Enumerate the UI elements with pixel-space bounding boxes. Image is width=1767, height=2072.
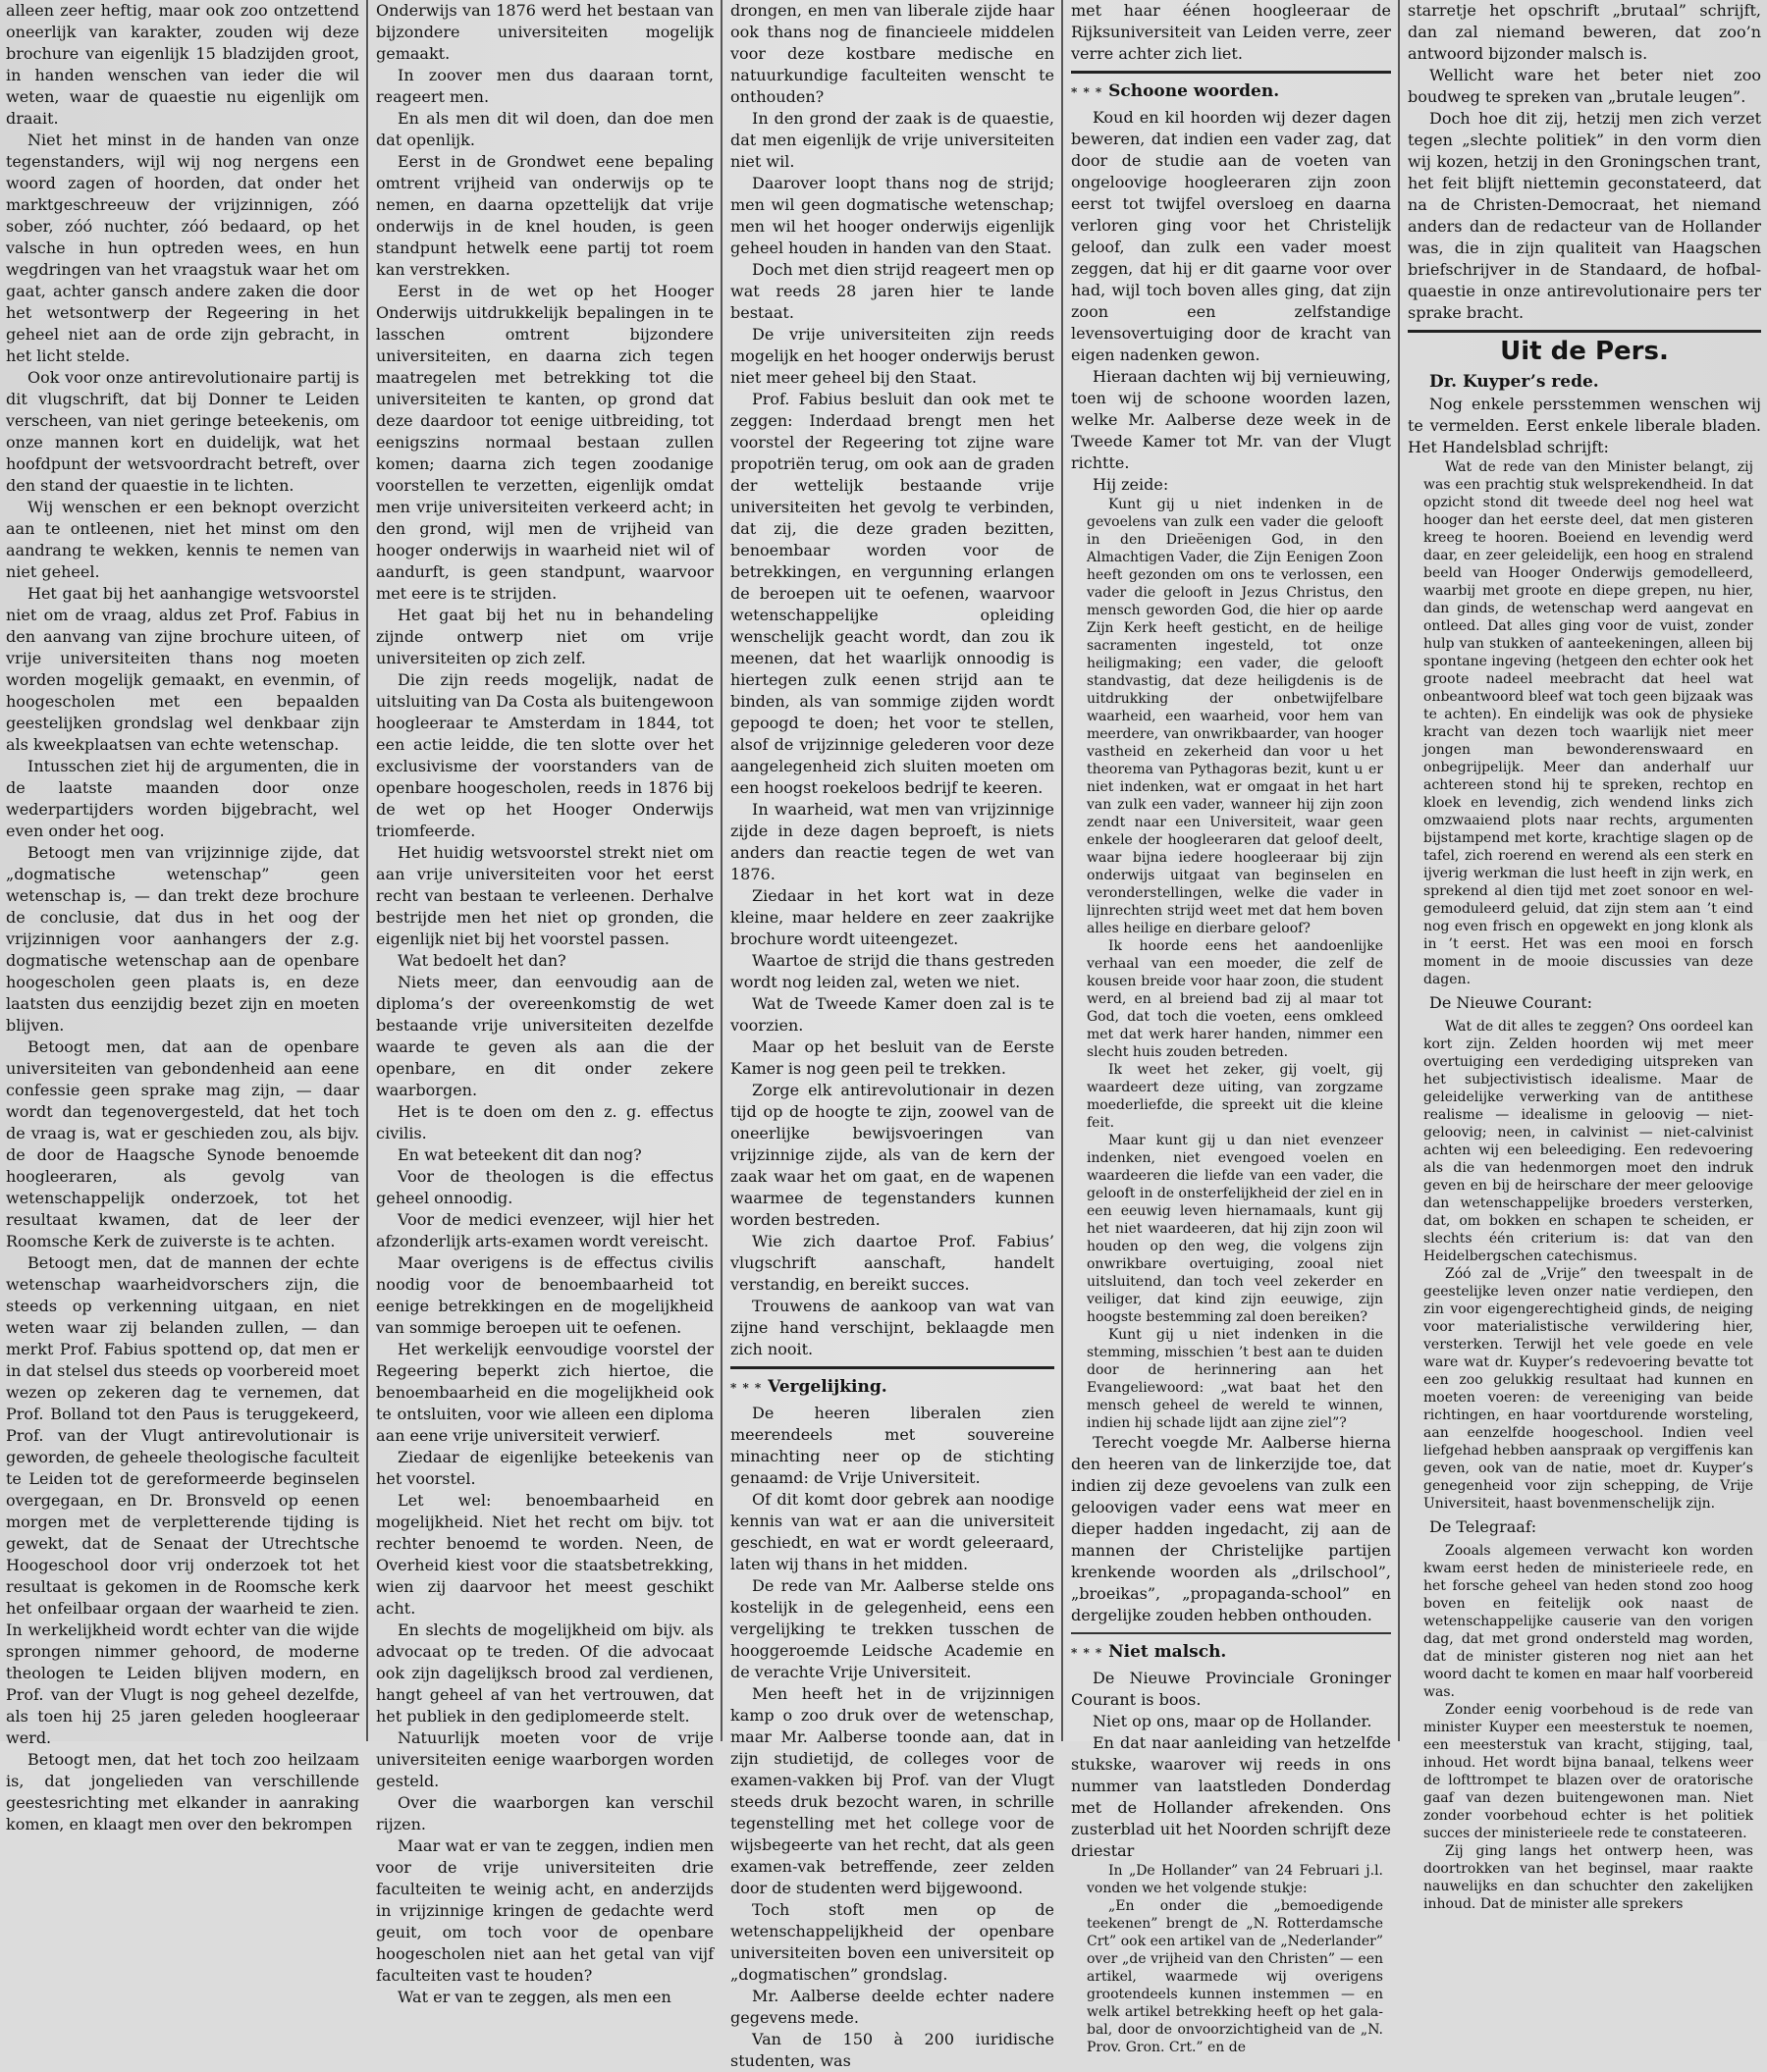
paragraph: Terecht voegde Mr. Aalberse hierna den heeren van de linkerzijde toe, dat indien zij deze gevoelens van zulk een geloovigen vader eens wat meer en dieper hadden ingedacht, zij aan de mannen der Christelijke partijen krenkende woorden als „drilschool”, „broeikas”, „propaganda-school” en dergelijke zouden hebben onthouden. [1071, 1433, 1391, 1624]
paragraph: Wie zich daartoe Prof. Fabius’ vlugschrift aanschaft, handelt verstandig, en bereikt succes. [730, 1232, 1054, 1294]
paragraph: Ik hoorde eens het aandoenlijke verhaal van een moeder, die zelf de kousen breide voor haar zoon, die student werd, en al breiend bad zij al maar tot God, dat toch die voeten, eens omkleed met dat werk harer handen, nimmer een slecht huis zouden betreden. [1087, 938, 1383, 1060]
column-4 [1065, 0, 1397, 2055]
paragraph: En slechts de mogelijkheid om bijv. als advocaat op te treden. Of die advocaat ook zijn dagelijksch brood zal verdienen, hangt geheel af van het vertrouwen, dat het publiek in den gediplomeerde stelt. [376, 1620, 714, 1726]
paragraph: Maar wat er van te zeggen, indien men voor de vrije universiteiten drie faculteiten te weinig acht, en anderzijds in vrijzinnige kringen de gedachte werd geuit, om toch voor de openbare hoogescholen niet aan het getal van vijf faculteiten vast te houden? [376, 1836, 714, 1985]
paragraph: Van de 150 à 200 iuridische studenten, was [730, 2030, 1054, 2070]
heading-uit-de-pers: Uit de Pers. [1500, 337, 1669, 366]
column-3 [724, 0, 1060, 2070]
paragraph: Wellicht ware het beter niet zoo boudweg te spreken van „brutale leugen”. [1408, 66, 1761, 106]
heading-schoone-woorden: Schoone woorden. [1108, 81, 1280, 101]
column-2-text [376, 0, 714, 2008]
paragraph: Onderwijs van 1876 werd het bestaan van bijzondere universiteiten mogelijk gemaakt. [376, 1, 714, 63]
paragraph: Waartoe de strijd die thans gestreden wordt nog leiden zal, weten we niet. [730, 951, 1054, 991]
paragraph: Het gaat bij het nu in behandeling zijnde ontwerp niet om vrije universiteiten op zich zelf. [376, 606, 714, 667]
paragraph: „En onder die „bemoedigende teekenen” brengt de „N. Rotterdamsche Crt” ook een artikel van de „Nederlander” over „de vrijheid van den Christen” — een artikel, waarmede wij overigens grootendeels kunnen instemmen — en welk artikel betrekking heeft op het gala-bal, door de onvoorzichtigheid van de „N. Prov. Gron. Crt.” en de [1087, 1898, 1383, 2055]
paragraph: starretje het opschrift „brutaal” schrijft, dan zal niemand beweren, dat zoo’n antwoord bijzonder malsch is. [1408, 1, 1761, 63]
stars-ornament: * * * [1071, 85, 1103, 99]
column-2 [370, 0, 720, 2006]
paragraph: De heeren liberalen zien meerendeels met souvereine minachting neer op de stichting genaamd: de Vrije Universiteit. [730, 1404, 1054, 1487]
section-divider [1408, 330, 1761, 333]
paragraph: Nog enkele persstemmen wenschen wij te vermelden. Eerst enkele liberale bladen. Het Handelsblad schrijft: [1408, 395, 1761, 456]
paragraph: De rede van Mr. Aalberse stelde ons kostelijk in de gelegenheid, eens een vergelijking te trekken tusschen de hooggeroemde Leidsche Academie en de verachte Vrije Universiteit. [730, 1576, 1054, 1681]
paragraph: Zooals algemeen verwacht kon worden kwam eerst heden de ministerieele rede, en het forsche geheel van heden stond zoo hoog boven en feitelijk ook naast de wetenschappelijke causerie van den vorigen dag, dat met grond ondersteld mag worden, dat de minister gisteren nog niet aan het woord dacht te komen en maar half voorbereid was. [1423, 1543, 1753, 1700]
column-5 [1402, 0, 1767, 1912]
paragraph: Over die waarborgen kan verschil rijzen. [376, 1793, 714, 1833]
paragraph: Ziedaar de eigenlijke beteekenis van het voorstel. [376, 1448, 714, 1488]
paragraph: alleen zeer heftig, maar ook zoo ontzettend oneerlijk van karakter, zouden wij deze brochure van eigenlijk 15 bladzijden groot, in handen wenschen van ieder die wil weten, waar de quaestie nu eigenlijk om draait. [6, 1, 359, 128]
paragraph: Doch met dien strijd reageert men op wat reeds 28 jaren hier te lande bestaat. [730, 260, 1054, 322]
section-divider [730, 1366, 1054, 1369]
source-label: De Telegraaf: [1429, 1517, 1537, 1536]
paragraph: Het is te doen om den z. g. effectus civilis. [376, 1102, 714, 1142]
paragraph: Wat er van te zeggen, als men een [398, 1988, 671, 2006]
paragraph: Zorge elk antirevolutionair in dezen tijd op de hoogte te zijn, zoowel van de oneerlijke bewijsvoeringen van vrijzinnige zijde, als van de kern der zaak waar het om gaat, en de wapenen waarmee de tegenstanders kunnen worden bestreden. [730, 1081, 1054, 1229]
paragraph: Het huidig wetsvoorstel strekt niet om aan vrije universiteiten voor het eerst recht van bestaan te verleenen. Derhalve bestrijde men het niet op gronden, die eigenlijk niet bij het voorstel passen. [376, 843, 714, 948]
column-5-text [1408, 0, 1761, 324]
paragraph: Het gaat bij het aanhangige wetsvoorstel niet om de vraag, aldus zet Prof. Fabius in den aanvang van zijne brochure uiteen, of vrije universiteiten thans nog moeten worden mogelijk gemaakt, en evenmin, of hoogescholen met een bepaalden geestelijken grondslag wel denkbaar zijn als kweekplaatsen van echte wetenschap. [6, 584, 359, 754]
section-pers-intro [1408, 394, 1761, 458]
paragraph: Trouwens de aankoop van wat van zijne hand verschijnt, beklaagde men zich nooit. [730, 1297, 1054, 1358]
paragraph: Het werkelijk eenvoudige voorstel der Regeering beperkt zich hiertoe, die benoembaarheid en die mogelijkheid ook te ontsluiten, voor wie alleen een diploma aan eene vrije universiteit verwierf. [376, 1340, 714, 1445]
paragraph: Intusschen ziet hij de argumenten, die in de laatste maanden door onze wederpartijders worden bijgebracht, wel even onder het oog. [6, 757, 359, 840]
paragraph: Let wel: benoembaarheid en mogelijkheid. Niet het recht om bijv. tot rechter benoemd te worden. Neen, de Overheid kiest voor die staatsbetrekking, wien zij daarvoor het meest geschikt acht. [376, 1491, 714, 1618]
paragraph: Zij ging langs het ontwerp heen, was doortrokken van het beginsel, maar raakte nauwelijks en dan schuchter den zakelijken inhoud. Dat de minister alle sprekers [1423, 1843, 1753, 1912]
quotation-block [1408, 458, 1761, 988]
paragraph: Ziedaar in het kort wat in deze kleine, maar heldere en zeer zaakrijke brochure wordt uiteengezet. [730, 886, 1054, 948]
paragraph: Daarover loopt thans nog de strijd; men wil geen dogmatische wetenschap; men wil het hooger onderwijs eigenlijk geheel houden in handen van den Staat. [730, 174, 1054, 257]
paragraph: En wat beteekent dit dan nog? [398, 1145, 642, 1164]
paragraph: Doch hoe dit zij, hetzij men zich verzet tegen „slechte politiek” in den vorm dien wij kozen, hetzij in den Groningschen trant, het feit blijft niettemin geconstateerd, dat na de Christen-Democraat, het niemand anders dan de redacteur van de Hollander was, die in zijn qualiteit van Haagschen briefschrijver in de Standaard, de hofbal-quaestie in onze antirevolutionaire pers ter sprake bracht. [1408, 109, 1761, 322]
section-vergelijking-text [730, 1403, 1054, 2072]
paragraph: Niet het minst in de handen van onze tegenstanders, wijl wij nog nergens een woord zagen of hoorden, dat onder het marktgeschreeuw der vrijzinnigen, zóó sober, zóó nuchter, zóó bedaard, op het valsche in hun optreden wees, en hun wegdringen van het vraagstuk waar het om gaat, achter gansch andere zaken die door het wetsontwerp der Regeering in het geheel niet aan de orde zijn gebracht, in het licht stelde. [6, 131, 359, 365]
paragraph: Mr. Aalberse deelde echter nadere gegevens mede. [730, 1987, 1054, 2027]
column-1-text [6, 0, 359, 1835]
paragraph: Niet op ons, maar op de Hollander. [1093, 1712, 1372, 1730]
paragraph: Men heeft het in de vrijzinnigen kamp o zoo druk over de wetenschap, maar Mr. Aalberse toonde aan, dat in zijn studietijd, de colleges voor de examen-vakken bij Prof. van der Vlugt steeds druk bezocht waren, in schrille tegenstelling met het college voor de wijsbegeerte van het recht, dat als geen examen-vak betreffende, zeer zelden door de studenten werd bijgewoond. [730, 1684, 1054, 1897]
section-heading [1071, 1642, 1391, 1662]
paragraph: Betoogt men, dat aan de openbare universiteiten van gebondenheid aan eene confessie geen sprake mag zijn, — daar wordt dan tegenovergesteld, dat het toch de vraag is, wat er geschieden zou, als bijv. de door de Haagsche Synode benoemde hoogleeraren, als gevolg van wetenschappelijk onderzoek, tot het resultaat kwamen, dat de leer der Roomsche Kerk de zuiverste is te achten. [6, 1037, 359, 1250]
paragraph: Wat de Tweede Kamer doen zal is te voorzien. [730, 994, 1054, 1035]
quotation-block [1071, 496, 1391, 1432]
stars-ornament: * * * [730, 1381, 763, 1395]
paragraph: De vrije universiteiten zijn reeds mogelijk en het hooger onderwijs berust niet meer geheel bij den Staat. [730, 325, 1054, 387]
section-schoone-woorden-text [1071, 107, 1391, 496]
column-1 [0, 0, 365, 1833]
column-rule [721, 0, 723, 1741]
paragraph: met haar éénen hoogleeraar de Rijksuniversiteit van Leiden verre, zeer verre achter zich liet. [1071, 1, 1391, 63]
stars-ornament: * * * [1071, 1646, 1103, 1660]
paragraph: Ik weet het zeker, gij voelt, gij waardeert deze uiting, van zorgzame moederliefde, die spreekt uit die kleine feit. [1087, 1062, 1383, 1131]
paragraph: Koud en kil hoorden wij dezer dagen beweren, dat indien een vader zag, dat door de studie aan de voeten van ongeloovige hoogleeraren zijn zoon eerst tot twijfel oversloeg en daarna verloren ging voor het Christelijk geloof, dan zulk een vader moest zeggen, dat hij er dit gaarne voor over had, wijl toch boven alles ging, dat zijn zoon een zelfstandige levensovertuiging door de kracht van eigen nadenken gewon. [1071, 108, 1391, 364]
paragraph: drongen, en men van liberale zijde haar ook thans nog de financieele middelen voor deze kostbare medische en natuurkundige faculteiten wenscht te onthouden? [730, 1, 1054, 106]
column-rule [1061, 0, 1063, 1741]
paragraph: Wat bedoelt het dan? [398, 951, 566, 970]
section-schoone-woorden-after [1071, 1432, 1391, 1626]
paragraph: Voor de theologen is die effectus geheel onnoodig. [376, 1167, 714, 1207]
paragraph: Niets meer, dan eenvoudig aan de diploma’s der overeenkomstig de wet bestaande vrije universiteiten dezelfde waarde te geven als aan die der openbare, en dit onder zekere waarborgen. [376, 973, 714, 1099]
paragraph: In den grond der zaak is de quaestie, dat men eigenlijk de vrije universiteiten niet wil. [730, 109, 1054, 171]
column-rule [366, 0, 368, 1741]
paragraph: In „De Hollander” van 24 Februari j.l. vonden we het volgende stukje: [1087, 1863, 1383, 1896]
section-heading [730, 1377, 1054, 1397]
section-niet-malsch-text [1071, 1668, 1391, 1862]
paragraph: Die zijn reeds mogelijk, nadat de uitsluiting van Da Costa als buitengewoon hoogleeraar te Amsterdam in 1844, tot een actie leidde, die ten slotte over het exclusivisme der voorstanders van de openbare hoogescholen, reeds in 1876 bij de wet op het Hooger Onderwijs triomfeerde. [376, 670, 714, 840]
paragraph: Kunt gij u niet indenken in die stemming, misschien ’t best aan te duiden door de herinnering aan het Evangeliewoord: „wat baat het den mensch geheel de wereld te winnen, indien hij schade lijdt aan zijne ziel”? [1087, 1327, 1383, 1431]
paragraph: De Nieuwe Provinciale Groninger Courant is boos. [1071, 1669, 1391, 1709]
quotation-block [1071, 1862, 1391, 2056]
paragraph: Wat de rede van den Minister belangt, zij was een prachtig stuk welsprekendheid. In dat opzicht stond dit tweede deel nog heel wat hooger dan het eerste deel, dat men gisteren kreeg te hooren. Boeiend en levendig werd daar, en zeer geleidelijk, een hoog en stralend beeld van Hooger Onderwijs gemodelleerd, waarbij met groote en diepe grepen, nu hier, dan ginds, de wetenschap werd aangevat en ontleed. Dat alles ging voor de vuist, zonder hulp van stukken of aanteekeningen, alleen bij spontane ingeving (hetgeen den echter ook het groote nadeel meebracht dat heel wat onbeantwoord bleef wat toch geen bijzaak was te achten). En eindelijk was ook de physieke kracht van dezen toch waarlijk niet meer jongen man bewonderenswaard en onbegrijpelijk. Meer dan anderhalf uur achtereen stond hij te spreken, rechtop en kloek en levendig, zich wendend links zich omzwaaiend plots naar rechts, argumenten bijstampend met korte, krachtige slagen op de tafel, zich roerend en werend als een sterk en ijverig werkman die lust heeft in zijn werk, en sprekend al dien tijd met zoet sonoor en wel-gemoduleerd geluid, dat zijn stem aan ’t eind nog even frisch en opgewekt en jong klonk als in ’t eerst. Het was een mooi en forsch moment in de mooie discussies van deze dagen. [1423, 459, 1753, 987]
section-heading [1071, 81, 1391, 101]
paragraph: En dat naar aanleiding van hetzelfde stukske, waarover wij reeds in ons nummer van laatstleden Donderdag met de Hollander afrekenden. Ons zusterblad uit het Noorden schrijft deze driestar [1071, 1733, 1391, 1860]
paragraph: En als men dit wil doen, dan doe men dat openlijk. [376, 109, 714, 149]
paragraph: Kunt gij u niet indenken in de gevoelens van zulk een vader die gelooft in den Drieëenigen God, in den Almachtigen Vader, die Zijn Eenigen Zoon heeft gezonden om ons te verlossen, een vader die gelooft in Jezus Christus, den mensch geworden God, die hier op aarde Zijn Kerk heeft gesticht, en de heilige sacramenten ingesteld, tot onze heiligmaking; een vader, die gelooft standvastig, dat deze heiligdenis is de uitdrukking der onbetwijfelbare waarheid, een waarheid, voor hem van meerdere, van onwrikbaarder, van hooger vastheid en zekerheid dan voor u het theorema van Pythagoras bezit, kunt u er niet indenken, wat er omgaat in het hart van zulk een vader, wanneer hij zijn zoon zendt naar een Universiteit, waar geen enkele der hoogleeraren dat geloof deelt, waar bijna iedere hoogleeraar bij zijn onderwijs uitgaat van beginselen en veronderstellingen, welke die vader in lijnrechten strijd weet met dat hem boven alles heilige en dierbare geloof? [1087, 497, 1383, 936]
paragraph: In zoover men dus daaraan tornt, reageert men. [376, 66, 714, 106]
quotation-block [1408, 1018, 1761, 1513]
paragraph: Hieraan dachten wij bij vernieuwing, toen wij de schoone woorden lazen, welke Mr. Aalberse deze week in de Tweede Kamer tot Mr. van der Vlugt richtte. [1071, 367, 1391, 472]
paragraph: Maar overigens is de effectus civilis noodig voor de benoembaarheid tot eenige betrekkingen en de mogelijkheid van sommige beroepen uit te oefenen. [376, 1253, 714, 1337]
paragraph: Maar op het besluit van de Eerste Kamer is nog geen peil te trekken. [730, 1037, 1054, 1078]
column-4-text [1071, 0, 1391, 65]
heading-niet-malsch: Niet malsch. [1108, 1642, 1227, 1662]
paragraph: Ook voor onze antirevolutionaire partij is dit vlugschrift, dat bij Donner te Leiden verscheen, van niet geringe beteekenis, om onze mannen kort en duidelijk, wat het hoofdpunt der wetsvoordracht betreft, over den stand der quaestie in te lichten. [6, 368, 359, 495]
paragraph: Natuurlijk moeten voor de vrije universiteiten eenige waarborgen worden gesteld. [376, 1728, 714, 1790]
paragraph: Wat de dit alles te zeggen? Ons oordeel kan kort zijn. Zelden hoorden wij met meer overtuiging een verdediging uitspreken van het subjectivistisch idealisme. Maar de geleidelijke verwerking van de antithese realisme — idealisme in geloovig — niet-geloovig; neen, in calvinist — niet-calvinist achten wij een beleediging. Een redevoering als die van hedenmorgen moet den indruk geven en bij de heirschare der meer geloovige dan wetenschappelijke broeders versterken, dat, om bokken en schapen te scheiden, er slechts één criterium is: dat van den Heidelbergschen catechismus. [1423, 1019, 1753, 1264]
paragraph: Eerst in de wet op het Hooger Onderwijs uitdrukkelijk bepalingen in te lasschen omtrent bijzondere universiteiten, en daarna zich tegen maatregelen met betrekking tot die universiteiten te kanten, op grond dat deze daardoor tot eenige uitbreiding, tot eenigszins normaal bestaan zullen komen; daarna zich tegen zoodanige voorstellen te verzetten, eigenlijk omdat men vrije universiteiten verkeerd acht; in den grond, wijl men de vrijheid van hooger onderwijs in waarheid niet wil of aandurft, is geen standpunt, waarvoor met eere is te strijden. [376, 282, 714, 603]
paragraph: Betoogt men, dat de mannen der echte wetenschap waarheidvorschers zijn, die steeds op verkenning uitgaan, en niet weten waar zij belanden zullen, — dan merkt Prof. Fabius spottend op, dat men er in dat stelsel dus steeds op voorbereid moet wezen op zekeren dag te vernemen, dat Prof. Bolland tot den Paus is teruggekeerd, Prof. van der Vlugt antirevolutionair is geworden, de geheele theologische faculteit te Leiden tot de gereformeerde beginselen overgegaan, en Dr. Bronsveld op eenen morgen met de verpletterende tijding is gewekt, dat de Senaat der Utrechtsche Hoogeschool door vrij onderzoek tot het resultaat is gekomen in de Roomsche kerk het onfeilbaar orgaan der waarheid te zien. In werkelijkheid wordt echter van die wijde sprongen nimmer gehoord, de moderne theologen te Leiden blijven modern, en Prof. van der Vlugt is nog geheel dezelfde, als toen hij 25 jaren geleden hoogleeraar werd. [6, 1253, 359, 1747]
column-3-text [730, 0, 1054, 1360]
paragraph: Voor de medici evenzeer, wijl hier het afzonderlijk arts-examen wordt vereischt. [376, 1210, 714, 1250]
paragraph: In waarheid, wat men van vrijzinnige zijde in deze dagen beproeft, is niets anders dan reactie tegen de wet van 1876. [730, 800, 1054, 883]
section-divider [1071, 1632, 1391, 1634]
heading-vergelijking: Vergelijking. [768, 1377, 887, 1397]
quotation-block [1408, 1542, 1761, 1913]
paragraph: Zóó zal de „Vrije” den tweespalt in de geestelijke leven onzer natie verdiepen, den zin voor eigengerechtigheid ginds, de neiging voor materialistische verwildering hier, versterken. Terwijl het vele goede en vele ware wat dr. Kuyper’s redevoering bevatte tot een zoo gelukkig resultaat had kunnen en moeten voeren: de vereeniging van beide richtingen, en haar voortdurende worsteling, aan eenzelfde hoogeschool. Indien veel liefgehad hebben aanspraak op vergiffenis kan geven, ook van de natie, moet dr. Kuyper’s genegenheid voor zijn schepping, de Vrije Universiteit, haast bovenmenschelijk zijn. [1423, 1266, 1753, 1512]
paragraph: Betoogt men, dat het toch zoo heilzaam is, dat jongelieden van verschillende geestesrichting met elkander in aanraking komen, en klaagt men over den bekrompen [6, 1750, 359, 1833]
subheading-kuyper-rede: Dr. Kuyper’s rede. [1429, 372, 1599, 392]
paragraph: Hij zeide: [1093, 475, 1169, 494]
section-divider [1071, 71, 1391, 74]
paragraph: Toch stoft men op de wetenschappelijkheid der openbare universiteiten boven een universiteit op „dogmatischen” grondslag. [730, 1900, 1054, 1984]
paragraph: Betoogt men van vrijzinnige zijde, dat „dogmatische wetenschap” geen wetenschap is, — dan trekt deze brochure de conclusie, dat dus in het oog der vrijzinnigen voor aanhangers der z.g. dogmatische wetenschap aan de openbare hoogescholen geen plaats is, en deze laatsten dus eenzijdig bezet zijn en moeten blijven. [6, 843, 359, 1035]
column-rule [1398, 0, 1400, 1741]
paragraph: Zonder eenig voorbehoud is de rede van minister Kuyper een meesterstuk te noemen, een meesterstuk van kracht, stijging, taal, inhoud. Het wordt bijna banaal, telkens weer de lofttrompet te blazen over de oratorische gaaf van dezen buitengewonen man. Niet zonder voorbehoud echter is het politiek succes der ministerieele rede te constateeren. [1423, 1702, 1753, 1841]
paragraph: Maar kunt gij u dan niet evenzeer indenken, niet evengoed voelen en waardeeren die liefde van een vader, die gelooft in de onsterfelijkheid der ziel en in een eeuwig leven hiernamaals, kunt gij het niet waardeeren, dat hij zijn zoon wil houden op den weg, die volgens zijn onwrikbare overtuiging, zooal niet uitsluitend, dan toch veel zekerder en veiliger, dat kind zijn eeuwige, zijn hoogste bestemming zal doen bereiken? [1087, 1133, 1383, 1325]
source-label: De Nieuwe Courant: [1429, 993, 1593, 1012]
paragraph: Of dit komt door gebrek aan noodige kennis van wat er aan die universiteit geschiedt, en wat er wordt geleeraard, laten wij thans in het midden. [730, 1490, 1054, 1573]
paragraph: Wij wenschen er een beknopt overzicht aan te ontleenen, niet het minst om den aandrang te wekken, kennis te nemen van niet geheel. [6, 498, 359, 581]
paragraph: Prof. Fabius besluit dan ook met te zeggen: Inderdaad brengt men het voorstel der Regeering tot zijne ware propotriën terug, om ook aan de graden der wettelijk bestaande vrije universiteiten het gevolg te verbinden, dat zij, die deze graden bezitten, benoembaar worden voor de betrekkingen, en vergunning erlangen de beroepen uit te oefenen, waarvoor wetenschappelijke opleiding wenschelijk geacht wordt, dan zou ik meenen, dat het waarlijk onnoodig is hiertegen zulk eenen strijd aan te binden, als van sommige zijden wordt gepoogd te doen; het voor te stellen, alsof de vrijzinnige gelederen voor deze aangelegenheid zich sluiten moeten om een hoogst roekeloos bedrijf te keeren. [730, 390, 1054, 797]
paragraph: Eerst in de Grondwet eene bepaling omtrent vrijheid van onderwijs op te nemen, en daarna opzettelijk dat vrije onderwijs in de knel houden, is geen standpunt hetwelk eene partij tot roem kan verstrekken. [376, 152, 714, 279]
